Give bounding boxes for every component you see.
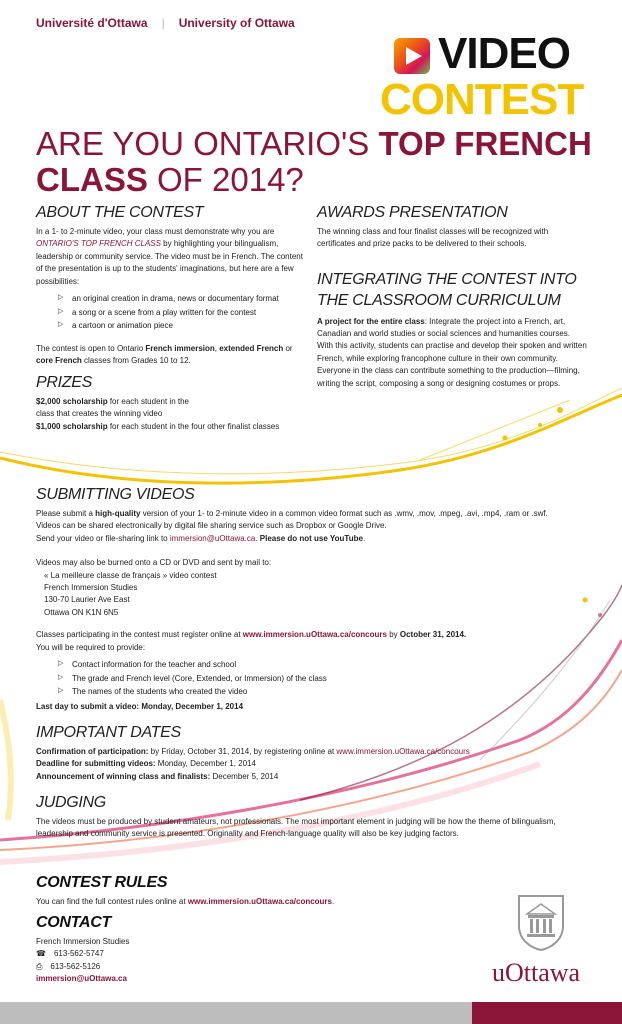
- mail-intro: Videos may also be burned onto a CD or DVD and sent by mail to:: [36, 558, 272, 568]
- integrating-section: [317, 270, 587, 390]
- rules-link[interactable]: www.immersion.uOttawa.ca/concours: [187, 897, 332, 906]
- provide-list: [36, 658, 556, 699]
- phone-icon: ☎: [36, 949, 46, 959]
- submitting-sharing: Videos can be shared electronically by digital file sharing service such as Dropbox or Google Drive.: [36, 521, 387, 531]
- list-item: ▷ a cartoon or animation piece: [36, 319, 306, 333]
- email-link[interactable]: immersion@uOttawa.ca: [169, 533, 256, 543]
- concours-link[interactable]: www.immersion.uOttawa.ca/concours: [336, 747, 470, 756]
- footer-bar-garnet: [472, 1002, 622, 1024]
- registration-text: Classes participating in the contest must register online at www.immersion.uOttawa.ca/concours by October 31, 2014.: [36, 630, 467, 640]
- last-day: Last day to submit a video: Monday, December 1, 2014: [36, 701, 244, 711]
- date-confirmation: Confirmation of participation: by Friday, October 31, 2014, by registering online at www.immersion.uOttawa.ca/concours: [36, 747, 470, 756]
- email-link[interactable]: immersion@uOttawa.ca: [36, 974, 127, 984]
- nav-separator: |: [161, 16, 165, 30]
- uottawa-wordmark: uOttawa: [492, 958, 581, 987]
- prizes-section: [36, 374, 306, 433]
- awards-text: The winning class and four finalist classes will be recognized with certificates and prize packs to be delivered to their schools.: [317, 227, 549, 249]
- headline-bold: TOP FRENCH CLASS: [36, 125, 592, 199]
- date-deadline: Deadline for submitting videos: Monday, December 1, 2014: [36, 759, 256, 769]
- nav-link-french[interactable]: Université d'Ottawa: [36, 16, 148, 30]
- university-crest-icon: [515, 892, 567, 952]
- mail-address: « La meilleure classe de français » video contest French Immersion Studies 130-70 Laurier Ave East Ottawa ON K1N 6N5: [44, 570, 217, 617]
- submitting-title: SUBMITTING VIDEOS: [36, 486, 195, 503]
- list-item: ▷ an original creation in drama, news or documentary format: [36, 292, 306, 306]
- date-announcement: Announcement of winning class and finalists: December 5, 2014: [36, 771, 279, 781]
- about-list: [36, 292, 306, 333]
- judging-text: The videos must be produced by student amateurs, not professionals. The most important element in judging will be how the theme of bilingualism, leadership and community service is presented. Originality and French-language quality will also be key judging factors.: [36, 817, 556, 839]
- nav-link-english[interactable]: University of Ottawa: [178, 16, 295, 30]
- integrating-title: INTEGRATING THE CONTEST INTO THE CLASSROOM CURRICULUM: [317, 271, 577, 309]
- footer-bar: [0, 1002, 622, 1024]
- judging-section: [36, 794, 556, 841]
- dates-title: IMPORTANT DATES: [36, 724, 181, 741]
- footer-bar-grey: [0, 1002, 472, 1024]
- contact-title: CONTACT: [36, 914, 111, 931]
- page-title: [36, 126, 596, 199]
- university-nav: [36, 16, 295, 30]
- judging-title: JUDGING: [36, 794, 106, 811]
- about-eligibility: The contest is open to Ontario French immersion, extended French or core French classes from Grades 10 to 12.: [36, 343, 293, 366]
- rules-text: You can find the full contest rules online at www.immersion.uOttawa.ca/concours.: [36, 897, 335, 906]
- awards-title: AWARDS PRESENTATION: [317, 204, 508, 221]
- rules-section: [36, 874, 456, 908]
- logo-word-video: VIDEO: [438, 29, 570, 78]
- submitting-format: Please submit a high-quality version of your 1- to 2-minute video in a common video format such as .wmv, .mov, .mpeg, .avi, .mp4, .ram or .swf.: [36, 509, 548, 518]
- phone-number[interactable]: 613-562-5747: [53, 949, 104, 959]
- submitting-send: Send your video or file-sharing link to immersion@uOttawa.ca. Please do not use YouTube.: [36, 533, 366, 543]
- contact-email: [36, 973, 276, 985]
- awards-section: [317, 204, 587, 251]
- fax-number: 613-562-5126: [50, 961, 101, 971]
- rules-title: CONTEST RULES: [36, 874, 168, 891]
- fax-icon: ⎙: [36, 961, 43, 971]
- about-title: ABOUT THE CONTEST: [36, 204, 204, 221]
- play-icon: [394, 38, 430, 74]
- list-item: ▷ The names of the students who created the video: [36, 685, 556, 699]
- dates-section: [36, 724, 576, 783]
- prizes-title: PRIZES: [36, 374, 92, 391]
- contact-org: French Immersion Studies: [36, 937, 130, 946]
- submitting-section: [36, 486, 556, 713]
- concours-link[interactable]: www.immersion.uOttawa.ca/concours: [242, 630, 387, 640]
- logo-word-contest: CONTEST: [380, 75, 584, 124]
- about-section: [36, 204, 306, 368]
- list-item: ▷ The grade and French level (Core, Extended, or Immersion) of the class: [36, 672, 556, 686]
- provide-text: You will be required to provide:: [36, 642, 146, 652]
- about-text: In a 1- to 2-minute video, your class must demonstrate why you are ONTARIO'S TOP FRENCH CLASS by highlighting your bilingualism, leadership or community service. The video must be in French. The content of the presentation is up to the students' imaginations, but here are a few possibilities:: [36, 227, 303, 286]
- list-item: ▷ a song or a scene from a play written for the contest: [36, 306, 306, 320]
- contact-section: [36, 914, 276, 986]
- headline-part1: ARE YOU ONTARIO'S: [36, 125, 379, 162]
- integrating-text: A project for the entire class: Integrate the project into a French, art, Canadian and world studies or social sciences and humanities courses. With this activity, students can practise and develop their spoken and written French, while exploring francophone culture in their own community. Everyone in the class can contribute something to the production—filming, writing the script, composing a song or designing costumes or props.: [317, 316, 587, 388]
- prizes-text: $2,000 scholarship for each student in the class that creates the winning video $1,000 scholarship for each student in the four other finalist classes: [36, 397, 280, 431]
- contact-fax: [36, 961, 276, 973]
- list-item: ▷ Contact information for the teacher and school: [36, 658, 556, 672]
- contact-phone: [36, 948, 276, 960]
- about-emphasis: ONTARIO'S TOP FRENCH CLASS: [36, 239, 161, 249]
- headline-part2: OF 2014?: [147, 161, 304, 199]
